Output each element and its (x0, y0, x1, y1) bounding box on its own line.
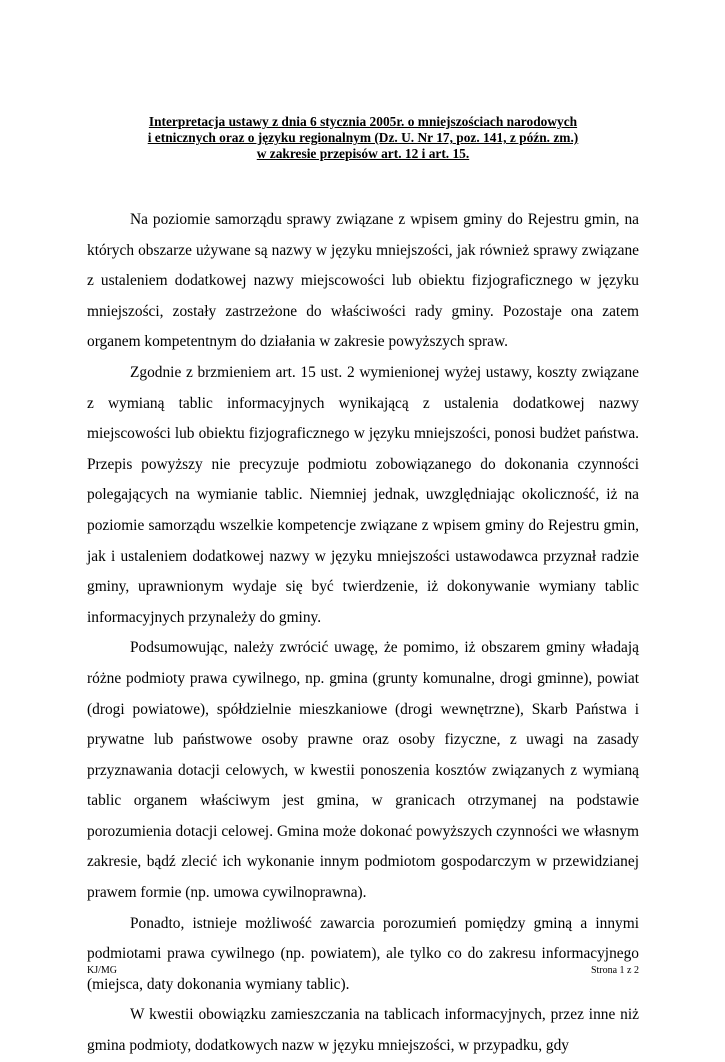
document-title (118, 114, 608, 162)
paragraph-2: Zgodnie z brzmieniem art. 15 ust. 2 wymienionej wyżej ustawy, koszty związane z wymianą tablic informacyjnych wynikającą z ustalenia dodatkowej nazwy miejscowości lub obiektu fizjograficznego w języku mniejszości, ponosi budżet państwa. Przepis powyższy nie precyzuje podmiotu zobowiązanego do dokonania czynności polegających na wymianie tablic. Niemniej jednak, uwzględniając okoliczność, iż na poziomie samorządu wszelkie kompetencje związane z wpisem gminy do Rejestru gmin, jak i ustaleniem dodatkowej nazwy w języku mniejszości ustawodawca przyznał radzie gminy, uprawnionym wydaje się być twierdzenie, iż dokonywanie wymiany tablic informacyjnych przynależy do gminy. (87, 363, 639, 626)
title-line-3: w zakresie przepisów art. 12 i art. 15. (256, 146, 470, 161)
paragraph-5: W kwestii obowiązku zamieszczania na tablicach informacyjnych, przez inne niż gmina podmioty, dodatkowych nazw w języku mniejszości, w przypadku, gdy (87, 1006, 639, 1055)
document-body (87, 205, 639, 1062)
paragraph-3: Podsumowując, należy zwrócić uwagę, że pomimo, iż obszarem gminy władają różne podmioty prawa cywilnego, np. gmina (grunty komunalne, drogi gminne), powiat (drogi powiatowe), spółdzielnie mieszkaniowe (drogi wewnętrzne), Skarb Państwa i prywatne lub państwowe osoby prawne oraz osoby fizyczne, z uwagi na zasady przyznawania dotacji celowych, w kwestii ponoszenia kosztów związanych z wymianą tablic organem właściwym jest gmina, w granicach otrzymanej na podstawie porozumienia dotacji celowej. Gmina może dokonać powyższych czynności we własnym zakresie, bądź zlecić ich wykonanie innym podmiotom gospodarczym w przewidzianej prawem formie (np. umowa cywilnoprawna). (87, 639, 639, 902)
footer-initials: KJ/MG (87, 965, 118, 976)
title-line-1: Interpretacja ustawy z dnia 6 stycznia 2005r. o mniejszościach narodowych (148, 114, 578, 129)
footer-page-number: Strona 1 z 2 (590, 965, 639, 976)
paragraph-1: Na poziomie samorządu sprawy związane z wpisem gminy do Rejestru gmin, na których obszarze używane są nazwy w języku mniejszości, jak również sprawy związane z ustaleniem dodatkowej nazwy miejscowości lub obiektu fizjograficznego w języku mniejszości, zostały zastrzeżone do właściwości rady gminy. Pozostaje ona zatem organem kompetentnym do działania w zakresie powyższych spraw. (87, 211, 639, 351)
paragraph-4: Ponadto, istnieje możliwość zawarcia porozumień pomiędzy gminą a innymi podmiotami prawa cywilnego (np. powiatem), ale tylko co do zakresu informacyjnego (miejsca, daty dokonania wymiany tablic). (87, 914, 639, 993)
title-line-2: i etnicznych oraz o języku regionalnym (Dz. U. Nr 17, poz. 141, z późn. zm.) (147, 130, 579, 145)
